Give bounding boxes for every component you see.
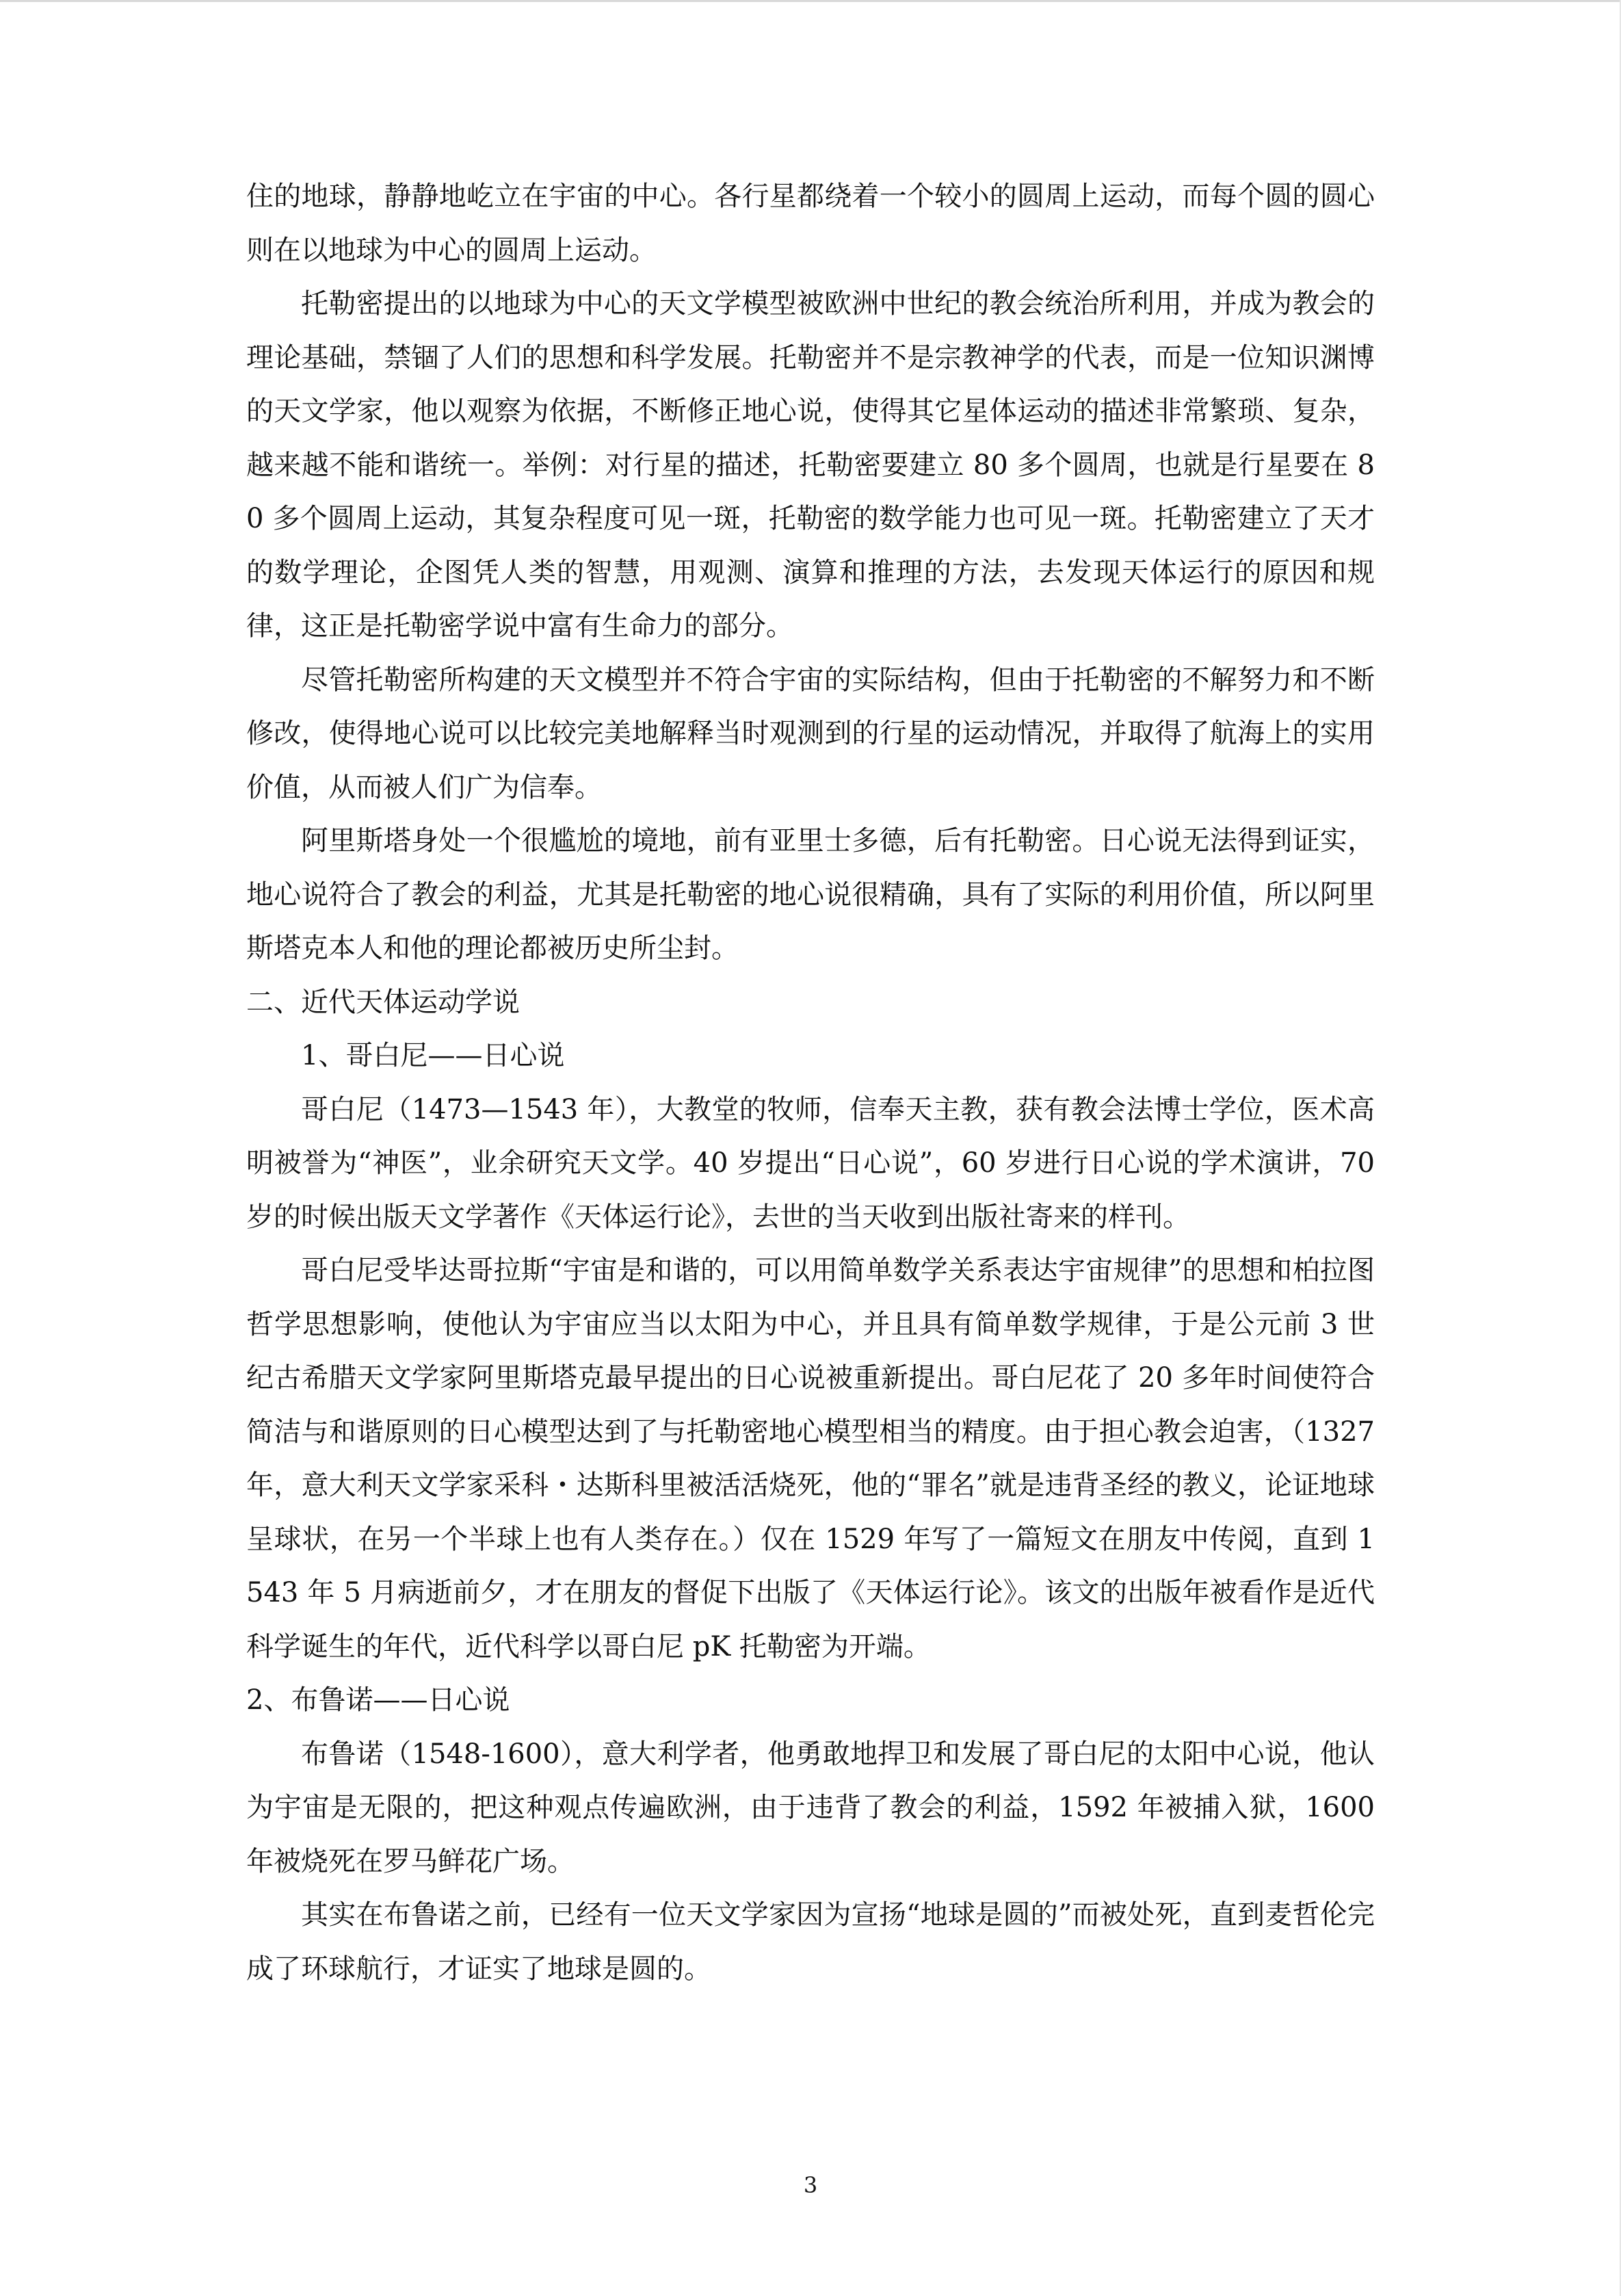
paragraph-intro-continuation: 住的地球，静静地屹立在宇宙的中心。各行星都绕着一个较小的圆周上运动，而每个圆的圆心则在以地球为中心的圆周上运动。 xyxy=(246,181,1375,266)
paragraph-ptolemy-model: 托勒密提出的以地球为中心的天文学模型被欧洲中世纪的教会统治所利用，并成为教会的理论基础，禁锢了人们的思想和科学发展。托勒密并不是宗教神学的代表，而是一位知识渊博的天文学家，他以观察为依据，不断修正地心说，使得其它星体运动的描述非常繁琐、复杂，越来越不能和谐统一。举例：对行星的描述，托勒密要建立 80 多个圆周，也就是行星要在 80 多个圆周上运动，其复杂程度可见一斑，托勒密的数学能力也可见一斑。托勒密建立了天才的数学理论，企图凭人类的智慧，用观测、演算和推理的方法，去发现天体运行的原因和规律，这正是托勒密学说中富有生命力的部分。 xyxy=(246,288,1375,642)
page-number: 3 xyxy=(803,2172,818,2198)
paragraph-aristarchus: 阿里斯塔身处一个很尴尬的境地，前有亚里士多德，后有托勒密。日心说无法得到证实，地心说符合了教会的利益，尤其是托勒密的地心说很精确，具有了实际的利用价值，所以阿里斯塔克本人和他的理论都被历史所尘封。 xyxy=(246,825,1375,964)
subheading-bruno: 2、布鲁诺——日心说 xyxy=(246,1684,510,1716)
page-top-edge xyxy=(0,0,1621,2)
section-heading-modern-theories: 二、近代天体运动学说 xyxy=(246,986,520,1018)
paragraph-copernicus-theory: 哥白尼受毕达哥拉斯“宇宙是和谐的，可以用简单数学关系表达宇宙规律”的思想和柏拉图哲学思想影响，使他认为宇宙应当以太阳为中心，并且具有简单数学规律，于是公元前 3 世纪古希腊天文学家阿里斯塔克最早提出的日心说被重新提出。哥白尼花了 20 多年时间使符合简洁与和谐原则的日心模型达到了与托勒密地心模型相当的精度。由于担心教会迫害，（1327 年，意大利天文学家采科・达斯科里被活活烧死，他的“罪名”就是违背圣经的教义，论证地球呈球状，在另一个半球上也有人类存在。）仅在 1529 年写了一篇短文在朋友中传阅，直到 1543 年 5 月病逝前夕，才在朋友的督促下出版了《天体运行论》。该文的出版年被看作是近代科学诞生的年代，近代科学以哥白尼 pK 托勒密为开端。 xyxy=(246,1255,1375,1662)
paragraph-ptolemy-acceptance: 尽管托勒密所构建的天文模型并不符合宇宙的实际结构，但由于托勒密的不解努力和不断修改，使得地心说可以比较完美地解释当时观测到的行星的运动情况，并取得了航海上的实用价值，从而被人们广为信奉。 xyxy=(246,664,1375,803)
paragraph-bruno-bio: 布鲁诺（1548-1600），意大利学者，他勇敢地捍卫和发展了哥白尼的太阳中心说，他认为宇宙是无限的，把这种观点传遍欧洲，由于违背了教会的利益，1592 年被捕入狱，1600 年被烧死在罗马鲜花广场。 xyxy=(246,1738,1375,1877)
paragraph-copernicus-bio: 哥白尼（1473—1543 年），大教堂的牧师，信奉天主教，获有教会法博士学位，医术高明被誉为“神医”，业余研究天文学。40 岁提出“日心说”，60 岁进行日心说的学术演讲，70 岁的时候出版天文学著作《天体运行论》，去世的当天收到出版社寄来的样刊。 xyxy=(246,1093,1375,1233)
document-body xyxy=(246,170,1375,1996)
subheading-copernicus: 1、哥白尼——日心说 xyxy=(301,1040,565,1071)
paragraph-round-earth: 其实在布鲁诺之前，已经有一位天文学家因为宣扬“地球是圆的”而被处死，直到麦哲伦完成了环球航行，才证实了地球是圆的。 xyxy=(246,1899,1375,1985)
